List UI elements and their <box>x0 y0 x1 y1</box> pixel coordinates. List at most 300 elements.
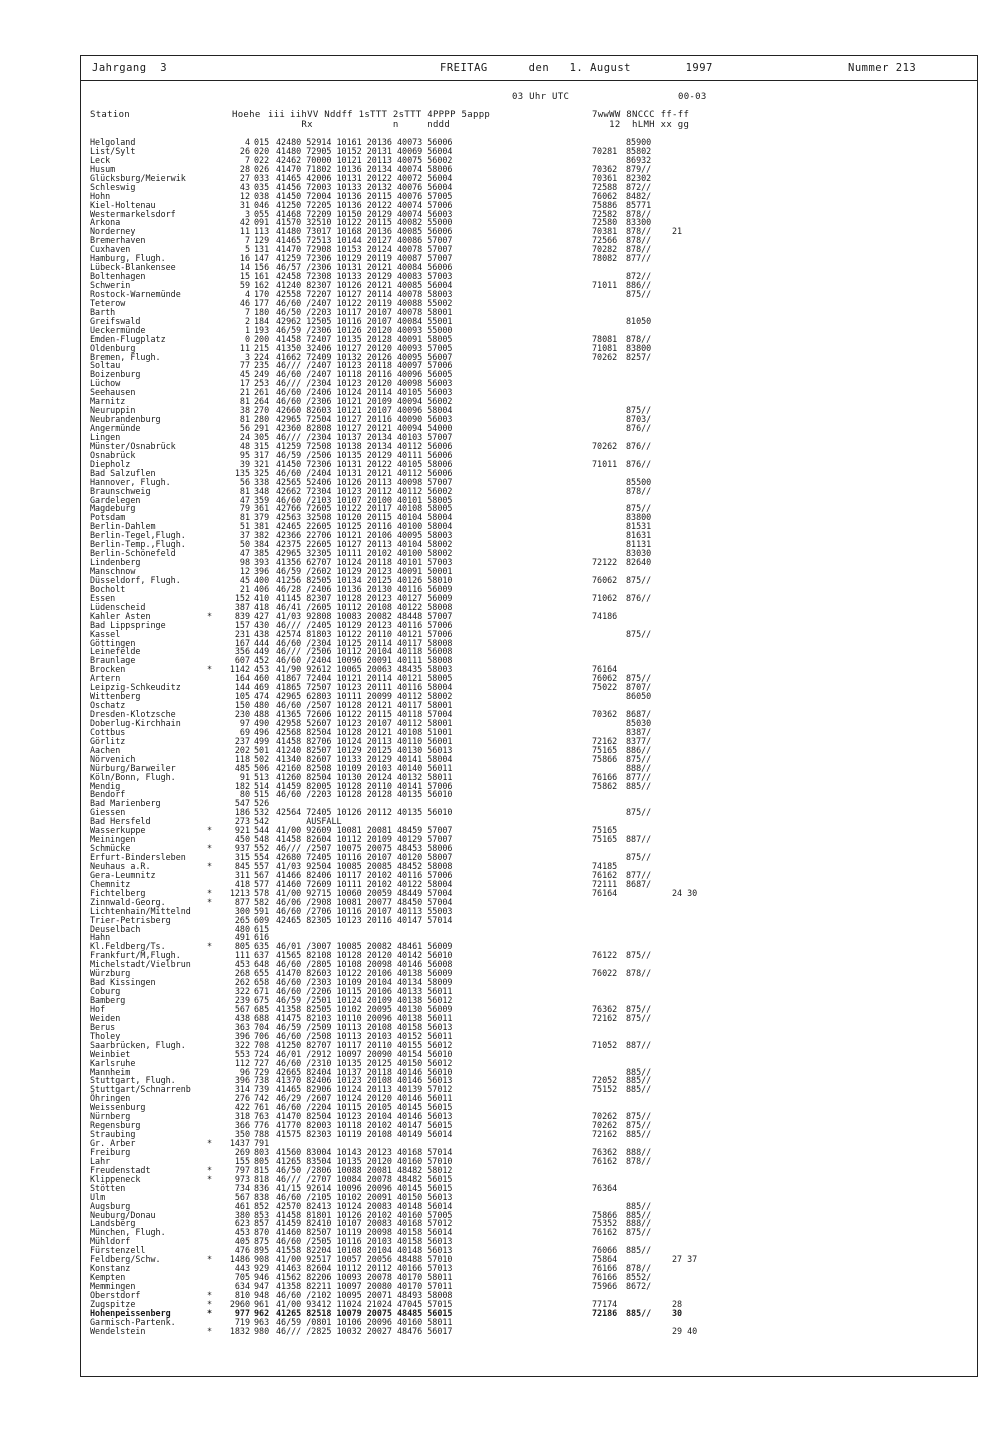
station-name: Stuttgart/Schnarrenb <box>90 1084 191 1095</box>
cloud-group: 885// <box>626 780 652 791</box>
table-row <box>90 379 970 388</box>
table-row <box>90 1175 970 1184</box>
station-name: Hohenpeissenberg <box>90 1307 171 1318</box>
station-height: 47 <box>239 494 250 505</box>
station-name: Feldberg/Schw. <box>90 1254 161 1265</box>
station-height: 311 <box>234 869 250 880</box>
table-row <box>90 692 970 701</box>
station-name: Lüchow <box>90 378 121 389</box>
mountain-marker: * <box>207 1164 213 1175</box>
station-height: 2960 <box>229 1298 250 1309</box>
cloud-group: 8703/ <box>626 414 652 425</box>
table-row <box>90 1300 970 1309</box>
station-name: Neuhaus a.R. <box>90 860 151 871</box>
cloud-group: 878// <box>626 244 652 255</box>
station-index: 235 <box>254 360 270 371</box>
weather-group: 76062 <box>592 673 618 684</box>
col-right: 7wwWW 8NCCC ff-ff <box>592 110 690 120</box>
station-index: 015 <box>254 137 270 147</box>
station-height: 98 <box>239 557 250 568</box>
station-index: 591 <box>254 905 270 916</box>
station-index: 895 <box>254 1245 270 1256</box>
synop-groups: 42574 81803 10122 20110 40121 57006 <box>276 628 453 639</box>
table-row <box>90 1291 970 1300</box>
station-height: 24 <box>239 431 250 442</box>
station-index: 180 <box>254 306 270 317</box>
cloud-group: 875// <box>626 628 652 639</box>
weather-group: 72162 <box>592 1129 618 1140</box>
table-row <box>90 522 970 531</box>
station-index: 305 <box>254 431 270 442</box>
synop-groups: 42558 72207 10127 20114 40078 58003 <box>276 288 453 299</box>
cloud-group: 877// <box>626 771 652 782</box>
station-name: Klippeneck <box>90 1173 141 1184</box>
weather-group: 72162 <box>592 1012 618 1023</box>
synop-groups: 41259 72508 10138 20134 40112 56006 <box>276 440 453 451</box>
table-row <box>90 746 970 755</box>
station-height: 11 <box>239 342 250 353</box>
table-row <box>90 245 970 254</box>
station-index: 400 <box>254 574 270 585</box>
station-index: 962 <box>254 1307 270 1318</box>
station-index: 557 <box>254 860 270 871</box>
station-height: 144 <box>234 682 250 693</box>
station-name: Emden-Flugplatz <box>90 333 166 344</box>
station-name: Weissenburg <box>90 1102 146 1113</box>
synop-groups: 46/// /2407 10123 20118 40097 57006 <box>276 360 453 371</box>
station-index: 739 <box>254 1084 270 1095</box>
station-name: Leipzig-Schkeuditz <box>90 682 181 693</box>
station-height: 81 <box>239 414 250 425</box>
station-name: Berus <box>90 1021 116 1032</box>
table-row <box>90 898 970 907</box>
weather-group: 74186 <box>592 610 618 621</box>
station-index: 929 <box>254 1263 270 1274</box>
cloud-group: 877// <box>626 253 652 264</box>
table-row <box>90 871 970 880</box>
station-index: 818 <box>254 1173 270 1184</box>
table-row <box>90 889 970 898</box>
station-height: 405 <box>234 1236 250 1247</box>
station-name: Stuttgart, Flugh. <box>90 1075 176 1086</box>
station-index: 963 <box>254 1316 270 1327</box>
synop-groups: 46/29 /2607 10124 20120 40146 56011 <box>276 1093 453 1104</box>
station-index: 488 <box>254 709 270 719</box>
station-index: 379 <box>254 512 270 523</box>
station-index: 980 <box>254 1325 270 1336</box>
weather-group: 75165 <box>592 834 618 845</box>
station-name: Doberlug-Kirchhain <box>90 717 181 728</box>
cloud-group: 872// <box>626 181 652 192</box>
station-height: 2 <box>244 315 250 326</box>
synop-groups: 46/59 /2501 10124 20109 40138 56012 <box>276 995 453 1005</box>
synop-groups: 41365 72606 10122 20115 40118 57004 <box>276 709 453 719</box>
cloud-group: 8387/ <box>626 726 652 737</box>
synop-groups: 41/00 92715 10060 20059 48449 57004 <box>276 887 453 898</box>
station-height: 38 <box>239 405 250 416</box>
weather-group: 72111 <box>592 878 618 889</box>
table-row <box>90 1121 970 1130</box>
station-index: 480 <box>254 700 270 711</box>
station-index: 648 <box>254 959 270 970</box>
station-index: 506 <box>254 762 270 773</box>
synop-groups: 42564 72405 10126 20112 40135 56010 <box>276 807 453 818</box>
station-index: 184 <box>254 315 270 326</box>
station-height: 17 <box>239 378 250 389</box>
station-index: 609 <box>254 914 270 925</box>
station-name: Kempten <box>90 1272 126 1283</box>
station-name: Konstanz <box>90 1263 131 1274</box>
station-height: 21 <box>239 583 250 594</box>
synop-groups: 41470 82504 10123 20104 40146 56013 <box>276 1111 453 1122</box>
station-index: 803 <box>254 1146 270 1157</box>
table-row <box>90 1130 970 1139</box>
station-name: Garmisch-Partenk. <box>90 1316 176 1327</box>
station-height: 112 <box>234 1057 250 1068</box>
station-height: 461 <box>234 1200 250 1211</box>
synop-groups: 42965 72504 10127 20116 40090 56003 <box>276 414 453 425</box>
station-height: 623 <box>234 1218 250 1229</box>
synop-groups: 41465 42006 10131 20122 40072 56004 <box>276 172 453 183</box>
mountain-marker: * <box>207 1298 213 1309</box>
weather-group: 70262 <box>592 351 618 362</box>
weather-group: 75966 <box>592 1281 618 1291</box>
table-row <box>90 737 970 746</box>
synop-groups: 46/// /2304 10137 20134 40103 57007 <box>276 431 453 442</box>
station-height: 77 <box>239 360 250 371</box>
synop-groups: 42965 62803 10111 20099 40112 58002 <box>276 691 453 702</box>
station-name: Nürnberg <box>90 1111 131 1122</box>
table-row <box>90 353 970 362</box>
synop-groups: 41450 72306 10131 20122 40105 58006 <box>276 458 453 469</box>
weather-group: 70282 <box>592 244 618 255</box>
station-index: 381 <box>254 521 270 532</box>
station-name: Bad Hersfeld <box>90 816 151 827</box>
station-index: 177 <box>254 297 270 308</box>
synop-groups: 42680 72405 10116 20107 40120 58007 <box>276 852 453 862</box>
station-height: 5 <box>244 244 250 255</box>
station-height: 318 <box>234 1111 250 1122</box>
station-index: 280 <box>254 414 270 425</box>
station-name: Helgoland <box>90 137 136 147</box>
station-name: Mühldorf <box>90 1236 131 1247</box>
station-name: Essen <box>90 592 116 603</box>
table-row <box>90 773 970 782</box>
station-index: 020 <box>254 145 270 156</box>
synop-groups: 41/00 92517 10057 20056 48488 57010 <box>276 1254 453 1265</box>
station-height: 4 <box>244 137 250 147</box>
cloud-group: 86932 <box>626 154 652 165</box>
station-name: Öhringen <box>90 1093 131 1104</box>
cloud-group: 85771 <box>626 199 652 210</box>
cloud-group: 875// <box>626 405 652 416</box>
cloud-group: 876// <box>626 458 652 469</box>
station-name: Freudenstadt <box>90 1164 151 1175</box>
station-index: 348 <box>254 485 270 496</box>
station-name: Leck <box>90 154 111 165</box>
station-name: Augsburg <box>90 1200 131 1211</box>
cloud-group: 8482/ <box>626 190 652 201</box>
mountain-marker: * <box>207 1307 213 1318</box>
table-row <box>90 227 970 236</box>
station-height: 268 <box>234 968 250 979</box>
station-index: 170 <box>254 288 270 299</box>
station-index: 469 <box>254 682 270 693</box>
weather-group: 76362 <box>592 1146 618 1157</box>
station-name: Magdeburg <box>90 503 136 514</box>
station-height: 95 <box>239 449 250 460</box>
synop-groups: 46/60 /2203 10128 20128 40135 56010 <box>276 789 453 800</box>
cloud-group: 878// <box>626 226 652 237</box>
table-row <box>90 817 970 826</box>
synop-groups: 46/59 /2306 10126 20120 40093 55000 <box>276 324 453 335</box>
station-name: Lingen <box>90 431 121 442</box>
station-name: Wasserkuppe <box>90 825 146 836</box>
cloud-group: 875// <box>626 1003 652 1014</box>
table-row <box>90 916 970 925</box>
table-row <box>90 1103 970 1112</box>
table-row <box>90 719 970 728</box>
station-name: Schwerin <box>90 280 131 290</box>
station-height: 157 <box>234 619 250 630</box>
table-row <box>90 513 970 522</box>
synop-groups: 41/15 92614 10096 20096 40145 56015 <box>276 1182 453 1193</box>
station-name: Kassel <box>90 628 121 639</box>
station-height: 15 <box>239 271 250 282</box>
synop-groups: 41662 72409 10132 20126 40095 56007 <box>276 351 453 362</box>
station-height: 607 <box>234 655 250 666</box>
synop-groups: 46/60 /2304 10125 20114 40117 58008 <box>276 637 453 648</box>
table-row <box>90 942 970 951</box>
station-index: 338 <box>254 476 270 487</box>
station-index: 875 <box>254 1236 270 1247</box>
synop-groups: 41250 72205 10136 20122 40074 57006 <box>276 199 453 210</box>
station-name: Potsdam <box>90 512 126 523</box>
synop-groups: 41460 72609 10111 20102 40122 58004 <box>276 878 453 889</box>
weather-group: 71011 <box>592 458 618 469</box>
station-index: 385 <box>254 548 270 559</box>
synop-groups: 42360 82808 10127 20121 40094 54000 <box>276 423 453 433</box>
synop-groups: 41463 82604 10112 20112 40166 57013 <box>276 1263 453 1274</box>
cloud-group: 878// <box>626 485 652 496</box>
station-index: 430 <box>254 619 270 630</box>
synop-groups: 42462 70000 10121 20113 40075 56002 <box>276 154 453 165</box>
station-name: Cuxhaven <box>90 244 131 255</box>
station-name: Karlsruhe <box>90 1057 136 1068</box>
station-name: Göttingen <box>90 637 136 648</box>
cloud-group: 888// <box>626 762 652 773</box>
cloud-group: 83300 <box>626 217 652 228</box>
table-row <box>90 978 970 987</box>
station-height: 839 <box>234 610 250 621</box>
synop-groups: 46/60 /2407 10122 20119 40088 55002 <box>276 297 453 308</box>
station-height: 50 <box>239 539 250 550</box>
station-index: 026 <box>254 163 270 174</box>
station-index: 261 <box>254 387 270 398</box>
station-name: Ulm <box>90 1191 106 1202</box>
station-index: 490 <box>254 717 270 728</box>
weather-group: 71052 <box>592 1039 618 1050</box>
station-index: 788 <box>254 1129 270 1140</box>
station-height: 300 <box>234 905 250 916</box>
cloud-group: 83800 <box>626 342 652 353</box>
table-row <box>90 1318 970 1327</box>
synop-groups: 42480 52914 10161 20136 40073 56006 <box>276 137 453 147</box>
table-row <box>90 630 970 639</box>
station-name: Gardelegen <box>90 494 141 505</box>
station-height: 273 <box>234 816 250 827</box>
station-name: Bremen, Flugh. <box>90 351 161 362</box>
table-row <box>90 1059 970 1068</box>
station-height: 81 <box>239 396 250 407</box>
gust-group: 27 37 <box>672 1254 698 1265</box>
gust-group: 24 30 <box>672 887 698 898</box>
station-index: 577 <box>254 878 270 889</box>
station-height: 164 <box>234 673 250 684</box>
station-name: Lüdenscheid <box>90 601 146 612</box>
synop-groups: 41458 72407 10135 20128 40091 58005 <box>276 333 453 344</box>
station-name: Aachen <box>90 744 121 755</box>
station-index: 452 <box>254 655 270 666</box>
station-height: 314 <box>234 1084 250 1095</box>
cloud-group: 877// <box>626 869 652 880</box>
weather-group: 72582 <box>592 208 618 219</box>
col-groups: iihVV Nddff 1sTTT 2sTTT 4PPPP 5appp <box>290 110 491 120</box>
cloud-group: 8552/ <box>626 1272 652 1283</box>
table-row <box>90 647 970 656</box>
cloud-group: 876// <box>626 423 652 433</box>
cloud-group: 86050 <box>626 691 652 702</box>
station-name: Chemnitz <box>90 878 131 889</box>
table-row <box>90 880 970 889</box>
table-row <box>90 272 970 281</box>
station-height: 485 <box>234 762 250 773</box>
station-name: Bad Salzuflen <box>90 467 156 478</box>
table-row <box>90 701 970 710</box>
table-row <box>90 1219 970 1228</box>
station-height: 21 <box>239 387 250 398</box>
weather-group: 72162 <box>592 735 618 746</box>
station-index: 870 <box>254 1227 270 1238</box>
station-height: 480 <box>234 923 250 934</box>
table-row <box>90 1050 970 1059</box>
station-index: 582 <box>254 896 270 907</box>
station-height: 567 <box>234 1003 250 1014</box>
cloud-group: 875// <box>626 574 652 585</box>
cloud-group: 82302 <box>626 172 652 183</box>
synop-groups: 46/// /2707 10084 20078 48482 56015 <box>276 1173 453 1184</box>
cloud-group: 875// <box>626 1120 652 1131</box>
cloud-group: 878// <box>626 1155 652 1166</box>
weather-group: 70361 <box>592 172 618 183</box>
station-name: Düsseldorf, Flugh. <box>90 574 181 585</box>
cloud-group: 876// <box>626 440 652 451</box>
weather-group: 76164 <box>592 887 618 898</box>
station-name: Regensburg <box>90 1120 141 1131</box>
col-right-sub: 12 hLMH xx gg <box>592 120 690 130</box>
table-row <box>90 933 970 942</box>
station-index: 147 <box>254 253 270 264</box>
synop-groups: 42563 32508 10120 20115 40104 58004 <box>276 512 453 523</box>
synop-groups: 46/60 /2404 10131 20121 40112 56006 <box>276 467 453 478</box>
header-rule <box>80 80 978 81</box>
station-height: 7 <box>244 306 250 317</box>
synop-groups: 41/90 92612 10065 20063 48435 58003 <box>276 664 453 675</box>
table-row <box>90 1005 970 1014</box>
cloud-group: 885// <box>626 1075 652 1086</box>
synop-groups: 46/60 /2204 10115 20105 40145 56015 <box>276 1102 453 1113</box>
synop-groups: 41356 62707 10124 20118 40101 57003 <box>276 557 453 568</box>
station-name: Diepholz <box>90 458 131 469</box>
weather-group: 75165 <box>592 825 618 836</box>
weather-group: 75152 <box>592 1084 618 1095</box>
station-height: 202 <box>234 744 250 755</box>
station-name: Westermarkelsdorf <box>90 208 176 219</box>
station-height: 43 <box>239 181 250 192</box>
station-height: 396 <box>234 1030 250 1041</box>
station-name: Tholey <box>90 1030 121 1041</box>
weather-group: 72186 <box>592 1307 618 1318</box>
synop-groups: 41240 82307 10126 20121 40085 56004 <box>276 280 453 290</box>
table-row <box>90 183 970 192</box>
synop-groups: 42665 82404 10137 20118 40146 56010 <box>276 1066 453 1077</box>
station-name: Rostock-Warnemünde <box>90 288 181 299</box>
station-height: 453 <box>234 959 250 970</box>
station-height: 31 <box>239 199 250 210</box>
station-name: Lindenberg <box>90 557 141 568</box>
station-name: Leinefelde <box>90 646 141 657</box>
cloud-group: 81531 <box>626 521 652 532</box>
station-height: 418 <box>234 878 250 889</box>
station-index: 270 <box>254 405 270 416</box>
station-index: 046 <box>254 199 270 210</box>
weather-group: 70362 <box>592 163 618 174</box>
table-row <box>90 335 970 344</box>
station-index: 791 <box>254 1138 270 1148</box>
synop-groups: 41480 73017 10168 20136 40085 56006 <box>276 226 453 237</box>
station-name: Berlin-Temp.,Flugh. <box>90 539 186 550</box>
station-height: 363 <box>234 1021 250 1032</box>
station-name: Fichtelberg <box>90 887 146 898</box>
weather-group: 76122 <box>592 950 618 961</box>
synop-groups: 41570 32510 10122 20115 40082 55000 <box>276 217 453 228</box>
table-row <box>90 1094 970 1103</box>
mountain-marker: * <box>207 825 213 836</box>
station-height: 96 <box>239 1066 250 1077</box>
station-index: 384 <box>254 539 270 550</box>
cloud-group: 875// <box>626 1111 652 1122</box>
station-index: 091 <box>254 217 270 228</box>
station-name: Neuruppin <box>90 405 136 416</box>
cloud-group: 888// <box>626 1218 652 1229</box>
synop-groups: 46/60 /2505 10116 20103 40158 56013 <box>276 1236 453 1247</box>
station-height: 276 <box>234 1093 250 1104</box>
station-name: Mannheim <box>90 1066 131 1077</box>
table-row <box>90 1085 970 1094</box>
synop-groups: 46/60 /2407 10118 20116 40096 56005 <box>276 369 453 380</box>
station-name: Zugspitze <box>90 1298 136 1309</box>
synop-groups: 41265 82518 10079 20075 48485 56015 <box>276 1307 453 1318</box>
weather-group: 76066 <box>592 1245 618 1256</box>
station-index: 501 <box>254 744 270 755</box>
synop-groups: 41/03 92808 10083 20082 48448 57007 <box>276 610 453 621</box>
weather-group: 76166 <box>592 1272 618 1283</box>
station-name: Saarbrücken, Flugh. <box>90 1039 186 1050</box>
table-row <box>90 826 970 835</box>
station-name: Fürstenzell <box>90 1245 146 1256</box>
station-name: Weiden <box>90 1012 121 1023</box>
station-name: Wendelstein <box>90 1325 146 1336</box>
